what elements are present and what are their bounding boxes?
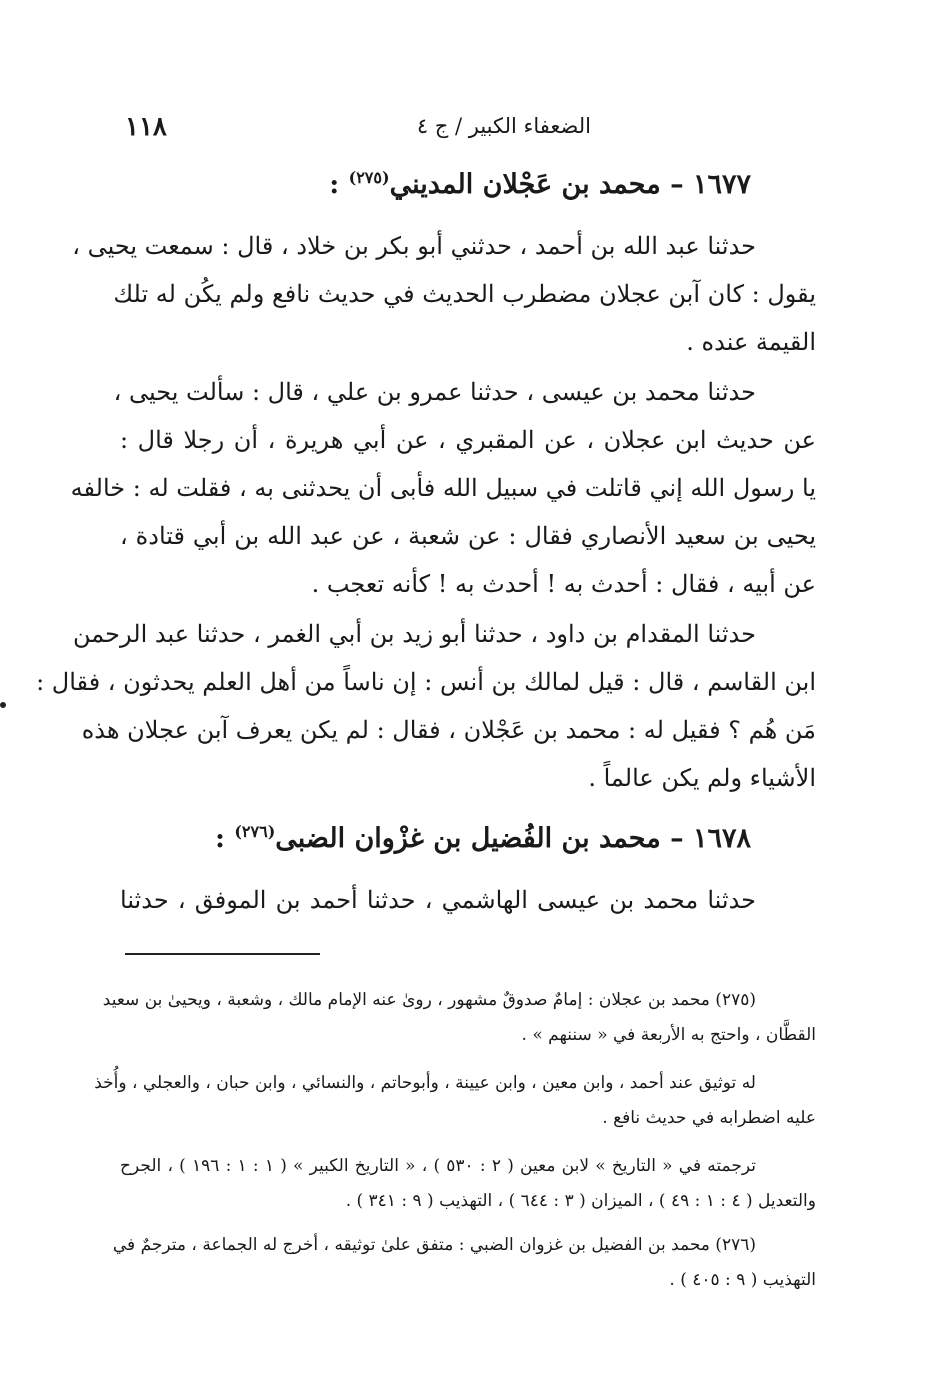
entry-number: ١٦٧٨ bbox=[692, 823, 751, 854]
entry-colon: : bbox=[329, 169, 340, 200]
entry-number: ١٦٧٧ bbox=[692, 169, 751, 200]
text-line: حدثنا المقدام بن داود ، حدثنا أبو زيد بن أبي الغمر ، حدثنا عبد الرحمن bbox=[73, 620, 756, 648]
text-line: يحيى بن سعيد الأنصاري فقال : عن شعبة ، عن عبد الله بن أبي قتادة ، bbox=[120, 522, 816, 550]
paragraph-1 bbox=[72, 222, 816, 366]
scan-speck bbox=[0, 702, 6, 708]
footnote-line: (٢٧٥) محمد بن عجلان : إمامٌ صدوقٌ مشهور ، روىٰ عنه الإمام مالك ، وشعبة ، ويحيىٰ بن سعيد bbox=[102, 990, 756, 1010]
entry-name: محمد بن عَجْلان المديني bbox=[389, 169, 661, 200]
text-line: يقول : كان آبن عجلان مضطرب الحديث في حديث نافع ولم يكُن له تلك bbox=[113, 280, 816, 308]
footnote-separator bbox=[125, 953, 320, 955]
text-line: يا رسول الله إني قاتلت في سبيل الله فأبى أن يحدثنى به ، فقلت له : خالفه bbox=[70, 474, 816, 502]
text-line: عن أبيه ، فقال : أحدث به ! أحدث به ! كأنه تعجب . bbox=[311, 570, 816, 598]
footnote-275-references bbox=[120, 1149, 816, 1219]
text-line: الأشياء ولم يكن عالماً . bbox=[588, 764, 816, 792]
text-line: حدثنا عبد الله بن أحمد ، حدثني أبو بكر بن خلاد ، قال : سمعت يحيى ، bbox=[72, 232, 756, 260]
text-line: حدثنا محمد بن عيسى ، حدثنا عمرو بن علي ، قال : سألت يحيى ، bbox=[113, 378, 756, 406]
page-number: ١١٨ bbox=[125, 112, 167, 142]
running-header bbox=[125, 112, 821, 148]
entry-name: محمد بن الفُضيل بن غزْوان الضبى bbox=[275, 823, 661, 854]
footnote-line: القطَّان ، واحتج به الأربعة في « سننهم » . bbox=[521, 1025, 816, 1045]
footnote-line: عليه اضطرابه في حديث نافع . bbox=[602, 1108, 816, 1128]
footnote-ref: (٢٧٦) bbox=[234, 822, 276, 841]
text-line: مَن هُم ؟ فقيل له : محمد بن عَجْلان ، فقال : لم يكن يعرف آبن عجلان هذه bbox=[81, 716, 816, 744]
footnote-275 bbox=[102, 983, 816, 1053]
footnote-line: له توثيق عند أحمد ، وابن معين ، وابن عيينة ، وأبوحاتم ، والنسائي ، وابن حبان ، والعجلي ، وأُخذ bbox=[94, 1073, 756, 1093]
footnote-line: التهذيب ( ٩ : ٤٠٥ ) . bbox=[669, 1270, 816, 1290]
book-title: الضعفاء الكبير / ج ٤ bbox=[416, 114, 591, 138]
entry-heading-1678 bbox=[215, 822, 751, 854]
footnote-line: والتعديل ( ٤ : ١ : ٤٩ ) ، الميزان ( ٣ : ٦٤٤ ) ، التهذيب ( ٩ : ٣٤١ ) . bbox=[345, 1191, 816, 1211]
text-line: ابن القاسم ، قال : قيل لمالك بن أنس : إن ناساً من أهل العلم يحدثون ، فقال : bbox=[36, 668, 816, 696]
entry-dash: – bbox=[670, 823, 684, 854]
text-line: القيمة عنده . bbox=[686, 328, 816, 356]
footnote-275-continued bbox=[94, 1066, 816, 1136]
footnote-276 bbox=[112, 1228, 816, 1298]
footnote-ref: (٢٧٥) bbox=[348, 168, 390, 187]
paragraph-2 bbox=[70, 368, 816, 608]
paragraph-4 bbox=[120, 876, 816, 924]
paragraph-3 bbox=[36, 610, 816, 802]
footnote-line: (٢٧٦) محمد بن الفضيل بن غزوان الضبي : متفق علىٰ توثيقه ، أخرج له الجماعة ، مترجمٌ في bbox=[112, 1235, 756, 1255]
text-line: حدثنا محمد بن عيسى الهاشمي ، حدثنا أحمد بن الموفق ، حدثنا bbox=[120, 886, 756, 914]
entry-heading-1677 bbox=[329, 168, 751, 200]
text-line: عن حديث ابن عجلان ، عن المقبري ، عن أبي هريرة ، أن رجلا قال : bbox=[120, 426, 816, 454]
entry-dash: – bbox=[670, 169, 684, 200]
footnote-line: ترجمته في « التاريخ » لابن معين ( ٢ : ٥٣٠ ) ، « التاريخ الكبير » ( ١ : ١ : ١٩٦ ) ، الجرح bbox=[120, 1156, 756, 1176]
entry-colon: : bbox=[214, 823, 225, 854]
